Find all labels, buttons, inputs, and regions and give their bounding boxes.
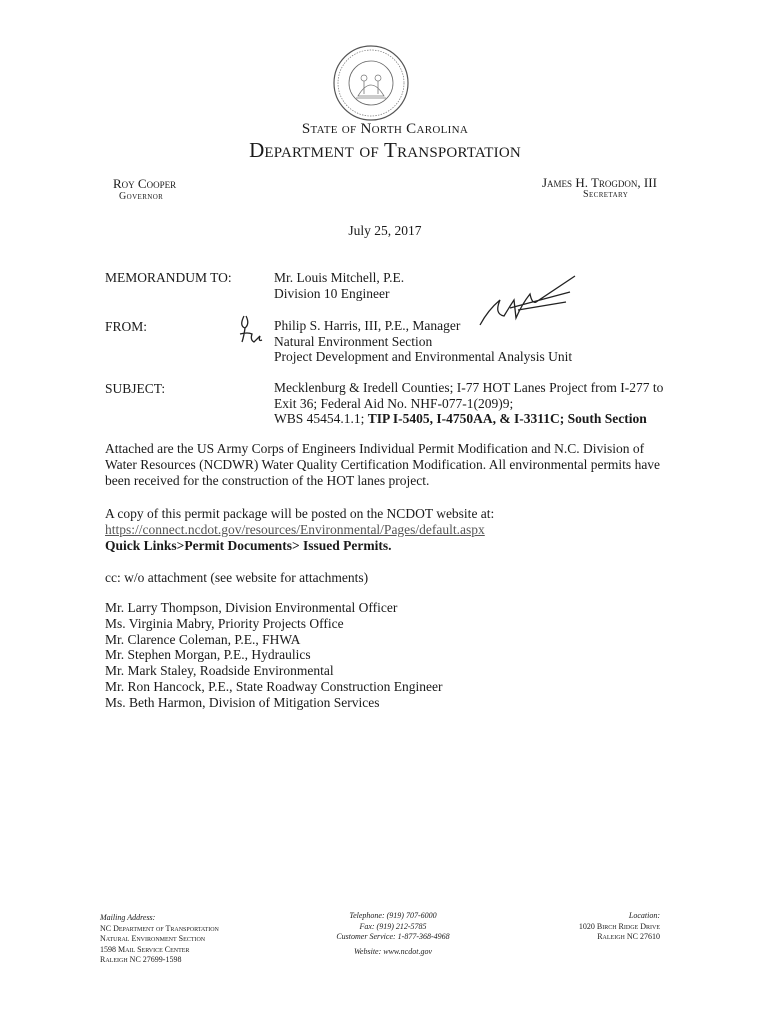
footer-mailing-address (100, 913, 219, 966)
mailing-label: Mailing Address: (100, 913, 156, 922)
subject-tip: TIP I-5405, I-4750AA, & I-3311C; South Section (367, 411, 647, 426)
from-line: Project Development and Environmental Analysis Unit (274, 349, 573, 364)
governor-title: Governor (119, 191, 164, 202)
cc-recipient: Mr. Stephen Morgan, P.E., Hydraulics (105, 647, 311, 663)
subject-line: Exit 36; Federal Aid No. NHF-077-1(209)9; (274, 396, 514, 411)
quick-links-path: Quick Links>Permit Documents> Issued Permits. (105, 538, 392, 553)
state-seal-icon (332, 44, 410, 122)
subject-line (274, 411, 647, 427)
from-line: Philip S. Harris, III, P.E., Manager (274, 318, 461, 333)
secretary-name: James H. Trogdon, III (542, 175, 657, 190)
cc-recipient: Ms. Virginia Mabry, Priority Projects Office (105, 615, 344, 631)
cc-recipient: Mr. Clarence Coleman, P.E., FHWA (105, 631, 301, 647)
signature (470, 270, 580, 330)
governor-name: Roy Cooper (113, 176, 177, 191)
state-heading: State of North Carolina (301, 121, 469, 137)
mailing-line: Raleigh NC 27699-1598 (100, 955, 182, 964)
location-label: Location: (628, 911, 660, 920)
mailing-line: 1598 Mail Service Center (100, 944, 190, 954)
cc-recipient: Ms. Beth Harmon, Division of Mitigation Services (105, 694, 380, 710)
memo-to-line: Division 10 Engineer (274, 286, 390, 301)
memo-to-label: MEMORANDUM TO: (105, 270, 232, 285)
memo-to-line: Mr. Louis Mitchell, P.E. (274, 270, 405, 285)
department-heading: Department of Transportation (249, 138, 521, 162)
from-label: FROM: (105, 319, 148, 334)
footer-contact (328, 911, 458, 957)
permit-website-link[interactable]: https://connect.ncdot.gov/resources/Environmental/Pages/default.aspx (105, 522, 485, 537)
from-line: Natural Environment Section (274, 334, 433, 349)
subject-wbs: WBS 45454.1.1; (274, 411, 368, 426)
location-line: Raleigh NC 27610 (597, 932, 660, 941)
fax: Fax: (919) 212-5785 (359, 921, 427, 931)
cc-recipient: Mr. Ron Hancock, P.E., State Roadway Construction Engineer (105, 678, 443, 694)
cc-recipient: Mr. Larry Thompson, Division Environmental Officer (105, 600, 398, 615)
mailing-line: NC Department of Transportation (100, 923, 219, 933)
subject-line: Mecklenburg & Iredell Counties; I-77 HOT Lanes Project from I-277 to (274, 380, 664, 395)
body-paragraph: Attached are the US Army Corps of Engineers Individual Permit Modification and N.C. Division of Water Resources (NCDWR) Water Quality Certification Modification. All environmental permits have been received for the construction of the HOT lanes project. (105, 441, 661, 488)
cc-note: cc: w/o attachment (see website for attachments) (105, 570, 369, 585)
body-paragraph: A copy of this permit package will be posted on the NCDOT website at: (105, 506, 495, 521)
telephone: Telephone: (919) 707-6000 (349, 911, 437, 920)
memo-date: July 25, 2017 (348, 223, 422, 238)
cc-list (105, 600, 442, 711)
footer-location (540, 911, 660, 943)
secretary-title: Secretary (583, 189, 629, 200)
handwritten-initials (236, 312, 266, 352)
mailing-line: Natural Environment Section (100, 934, 206, 943)
cc-recipient: Mr. Mark Staley, Roadside Environmental (105, 663, 334, 679)
customer-service: Customer Service: 1-877-368-4968 (336, 932, 450, 941)
subject-label: SUBJECT: (105, 381, 166, 396)
website: Website: www.ncdot.gov (354, 946, 432, 956)
location-line: 1020 Birch Ridge Drive (578, 921, 660, 931)
